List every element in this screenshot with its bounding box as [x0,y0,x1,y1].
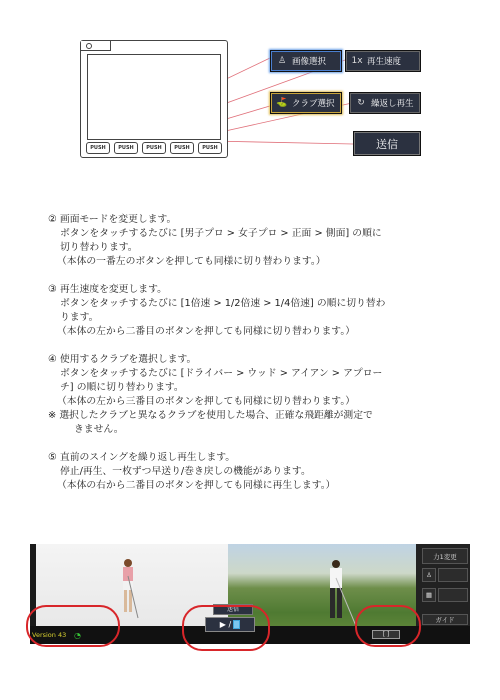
step-title: ③ 再生速度を変更します。 [48,284,167,295]
club-select-label: クラブ選択 [292,99,335,109]
male-golfer-figure [318,556,358,631]
step-warning-cont: きません。 [74,424,124,435]
step-line: ボタンをタッチするたびに [男子プロ > 女子プロ > 正面 > 側面] の順に [60,228,382,239]
step-note: （本体の右から二番目のボタンを押しても同様に再生します。） [57,480,336,491]
push-button-3[interactable]: PUSH [142,142,166,154]
step-line: ボタンをタッチするたびに [1倍速 > 1/2倍速 > 1/4倍速] の順に切り替わ [60,298,386,309]
club-change-button[interactable]: 力1変更 [422,548,468,564]
step-note: （本体の左から三番目のボタンを押しても同様に切り替わります。） [57,396,356,407]
fullscreen-icon: [ ] [382,631,390,638]
play-speed-button[interactable] [345,50,421,72]
version-label: Version 43 [32,631,67,639]
send-mini-button[interactable]: 送信 [213,604,253,615]
camera-icon [86,43,92,49]
repeat-icon: ↻ [357,98,365,108]
image-select-button[interactable] [270,50,342,72]
instructions [48,213,478,507]
wifi-icon: ◔ [74,631,81,640]
grid-view-button[interactable] [422,588,436,602]
step-title: ⑤ 直前のスイングを繰り返し再生します。 [48,452,236,463]
send-button[interactable]: 送信 [353,131,421,156]
play-label: ▶ / [219,620,232,629]
club-icon: ⛳ [276,98,288,108]
push-button-4[interactable]: PUSH [170,142,194,154]
step-4 [48,353,478,437]
guide-button[interactable]: ガイド [422,614,468,625]
push-button-row [86,142,222,155]
speed-icon: 1x [351,56,363,66]
connector-lines [0,0,500,200]
highlight-ring-version [26,605,120,647]
panel-slot-1[interactable] [438,568,468,582]
step-note: （本体の左から二番目のボタンを押しても同様に切り替わります。） [57,326,356,337]
club-select-button[interactable] [270,92,342,114]
push-button-1[interactable]: PUSH [86,142,110,154]
repeat-play-button[interactable] [349,92,421,114]
grid-icon: ▦ [425,591,433,599]
push-button-2[interactable]: PUSH [114,142,138,154]
panel-slot-2[interactable] [438,588,468,602]
device-screen [87,54,221,140]
device-body [80,40,228,158]
highlight-ring-fullscreen [355,605,421,647]
image-select-label: 画像選択 [292,57,327,67]
step-3 [48,283,478,339]
step-title: ② 画面モードを変更します。 [48,214,177,225]
device-notch [81,41,111,51]
step-line: 切り替わります。 [60,242,138,253]
female-golfer-figure [114,556,142,626]
play-speed-label: 再生速度 [367,57,402,67]
step-note: （本体の一番左のボタンを押しても同様に切り替わります。） [57,256,326,267]
step-2 [48,213,478,269]
step-line: ります。 [60,312,99,323]
highlight-ring-play [182,605,270,651]
step-5 [48,451,478,493]
step-warning: ※ 選択したクラブと異なるクラブを使用した場合、正確な飛距離が測定で [48,410,373,421]
golfer-icon: ♙ [277,56,287,66]
step-line: チ] の順に切り替わります。 [60,382,184,393]
repeat-play-label: 繰返し再生 [371,99,414,109]
step-title: ④ 使用するクラブを選択します。 [48,354,197,365]
golfer-view-button[interactable] [422,568,436,582]
push-button-5[interactable]: PUSH [198,142,222,154]
golfer-icon: ♙ [426,571,432,579]
step-line: 停止/再生、一枚ずつ早送り/巻き戻しの機能があります。 [60,466,311,477]
step-line: ボタンをタッチするたびに [ドライバー > ウッド > アイアン > アプロー [60,368,383,379]
